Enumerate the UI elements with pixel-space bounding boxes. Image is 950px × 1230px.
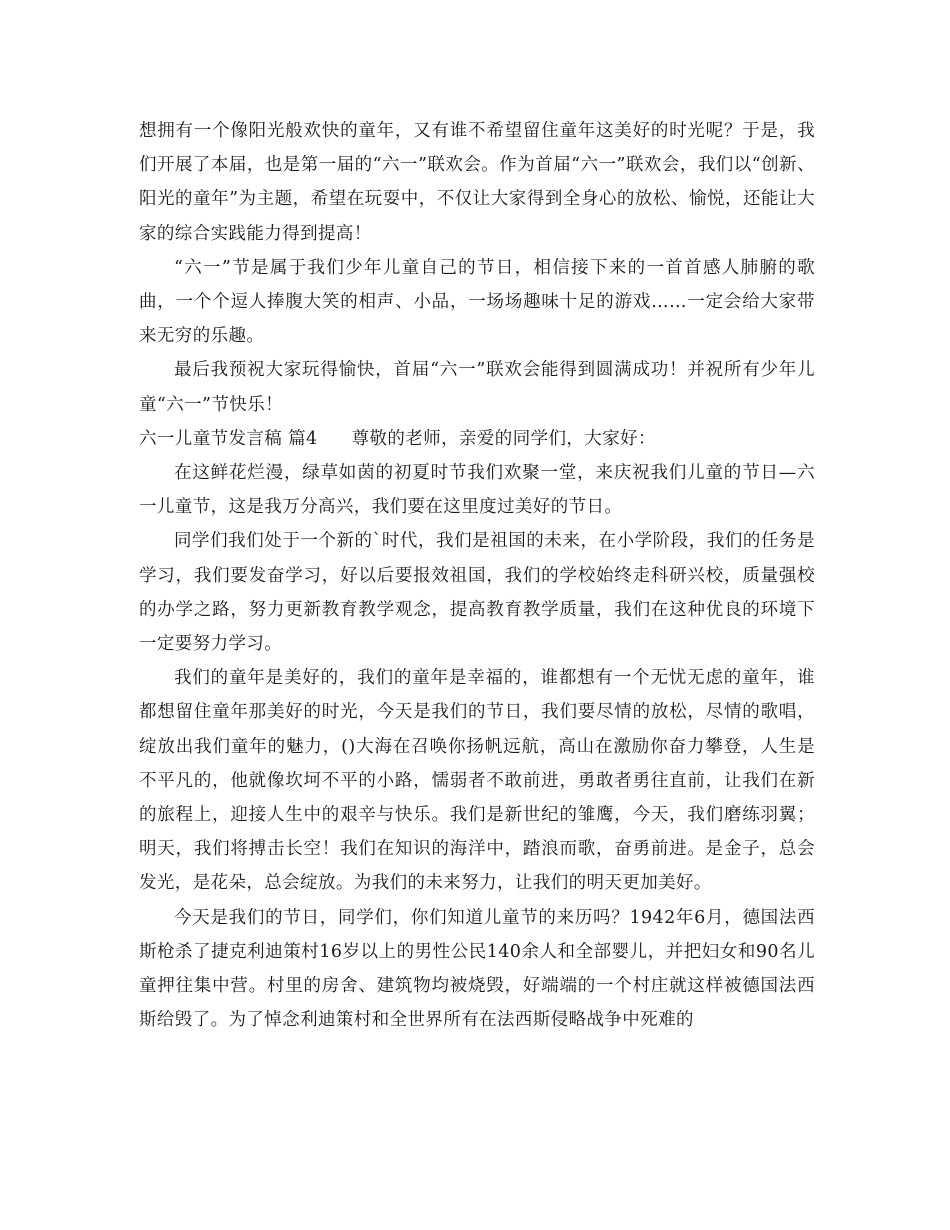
paragraph-3: 最后我预祝大家玩得愉快，首届“六一”联欢会能得到圆满成功！并祝所有少年儿童“六一”节快乐！ (139, 360, 815, 415)
paragraph-5: 同学们我们处于一个新的`时代，我们是祖国的未来，在小学阶段，我们的任务是学习，我们要发奋学习，好以后要报效祖国，我们的学校始终走科研兴校，质量强校的办学之路，努力更新教育教学观念，提高教育教学质量，我们在这种优良的环境下一定要努力学习。 (139, 531, 815, 655)
paragraph-2: “六一”节是属于我们少年儿童自己的节日，相信接下来的一首首感人肺腑的歌曲，一个个逗人捧腹大笑的相声、小品，一场场趣味十足的游戏……一定会给大家带来无穷的乐趣。 (139, 257, 815, 347)
greeting: 尊敬的老师，亲爱的同学们，大家好： (351, 428, 656, 449)
paragraph-6: 我们的童年是美好的，我们的童年是幸福的，谁都想有一个无忧无虑的童年，谁都想留住童年那美好的时光，今天是我们的节日，我们要尽情的放松，尽情的歌唱，绽放出我们童年的魅力，()大海在召唤你扬帆远航，高山在激励你奋力攀登，人生是不平凡的，他就像坎坷不平的小路，懦弱者不敢前进，勇敢者勇往直前，让我们在新的旅程上，迎接人生中的艰辛与快乐。我们是新世纪的雏鹰，今天，我们磨练羽翼；明天，我们将搏击长空！我们在知识的海洋中，踏浪而歌，奋勇前进。是金子，总会发光，是花朵，总会绽放。为我们的未来努力，让我们的明天更加美好。 (139, 668, 815, 894)
paragraph-7: 今天是我们的节日，同学们，你们知道儿童节的来历吗？1942年6月，德国法西斯枪杀了捷克利迪策村16岁以上的男性公民140余人和全部婴儿，并把妇女和90名儿童押往集中营。村里的房舍、建筑物均被烧毁，好端端的一个村庄就这样被德国法西斯给毁了。为了悼念利迪策村和全世界所有在法西斯侵略战争中死难的 (139, 907, 815, 1031)
section-heading-line (139, 422, 815, 456)
document-body (139, 114, 815, 1037)
paragraph-4: 在这鲜花烂漫，绿草如茵的初夏时节我们欢聚一堂，来庆祝我们儿童的节日—六一儿童节，这是我万分高兴，我们要在这里度过美好的节日。 (139, 463, 815, 518)
section-title: 六一儿童节发言稿 篇4 (139, 428, 318, 449)
paragraph-1: 想拥有一个像阳光般欢快的童年，又有谁不希望留住童年这美好的时光呢？于是，我们开展了本届，也是第一届的“六一”联欢会。作为首届“六一”联欢会，我们以“创新、阳光的童年”为主题，希望在玩耍中，不仅让大家得到全身心的放松、愉悦，还能让大家的综合实践能力得到提高！ (139, 121, 815, 244)
